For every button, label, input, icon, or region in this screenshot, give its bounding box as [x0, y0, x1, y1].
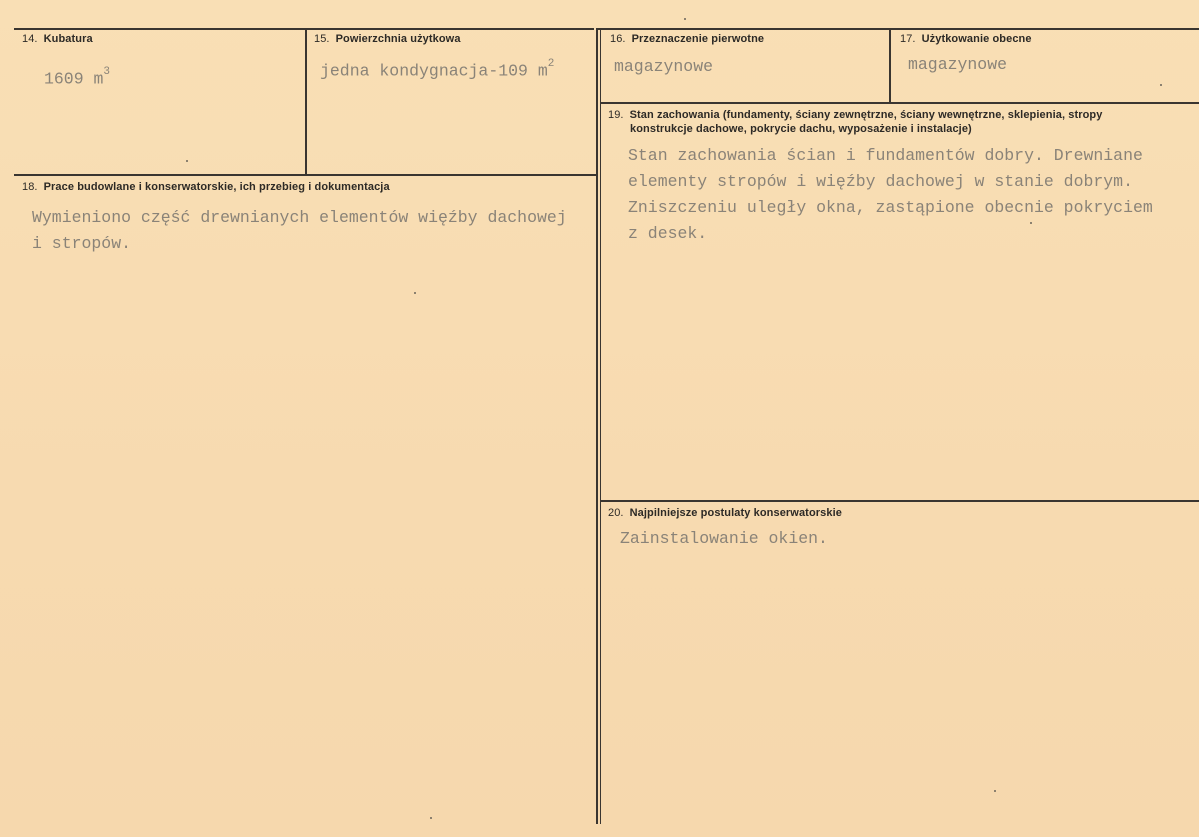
- volume-value: 1609 m: [44, 69, 104, 89]
- field-20-value: Zainstalowanie okien.: [620, 529, 828, 548]
- field-19-title-line-1: Stan zachowania (fundamenty, ściany zewnętrzne, ściany wewnętrzne, sklepienia, stropy: [629, 109, 1103, 121]
- field-17-number: 17.: [900, 33, 916, 45]
- field-18-line-1: Wymieniono część drewnianych elementów więźby dachowej: [32, 208, 567, 227]
- paper-speck: [414, 292, 416, 294]
- field-18-label: [22, 180, 390, 194]
- field-19-line-1: Stan zachowania ścian i fundamentów dobry. Drewniane: [628, 146, 1143, 165]
- area-unit-superscript: 2: [547, 58, 555, 70]
- border-above-20: [600, 500, 1199, 502]
- field-15-number: 15.: [314, 33, 330, 45]
- field-17-title: Użytkowanie obecne: [921, 33, 1032, 45]
- top-border-right: [598, 28, 1199, 30]
- field-15-title: Powierzchnia użytkowa: [335, 33, 461, 45]
- divider-16-17: [889, 28, 891, 102]
- field-16-number: 16.: [610, 33, 626, 45]
- field-19-title-line-2: konstrukcje dachowe, pokrycie dachu, wyposażenie i instalacje): [630, 123, 972, 135]
- field-20-number: 20.: [608, 507, 624, 519]
- paper-speck: [186, 160, 188, 162]
- field-20-title: Najpilniejsze postulaty konserwatorskie: [629, 507, 842, 519]
- field-17-label: [900, 32, 1032, 46]
- field-16-title: Przeznaczenie pierwotne: [631, 33, 765, 45]
- top-border-left: [14, 28, 594, 30]
- center-divider: [596, 28, 598, 824]
- paper-speck: [994, 790, 996, 792]
- border-under-16-17: [600, 102, 1199, 104]
- border-under-14-15: [14, 174, 596, 176]
- field-14-value: [44, 62, 110, 93]
- paper-speck: [430, 817, 432, 819]
- field-17-value: magazynowe: [908, 55, 1008, 74]
- center-divider-inner: [600, 28, 601, 824]
- field-14-label: [22, 32, 93, 46]
- field-19-line-3: Zniszczeniu uległy okna, zastąpione obecnie pokryciem: [628, 198, 1153, 217]
- field-19-label: [608, 108, 1188, 122]
- field-18-number: 18.: [22, 181, 38, 193]
- field-19-number: 19.: [608, 109, 624, 121]
- field-18-line-2: i stropów.: [32, 234, 132, 253]
- field-19-line-2: elementy stropów i więźby dachowej w stanie dobrym.: [628, 172, 1133, 191]
- field-16-label: [610, 32, 764, 46]
- field-20-label: [608, 506, 842, 520]
- field-19-line-4: z desek.: [628, 224, 708, 243]
- field-14-number: 14.: [22, 33, 38, 45]
- volume-unit-superscript: 3: [103, 66, 111, 78]
- field-19-label-continued: [630, 122, 972, 136]
- area-value: jedna kondygnacja-109 m: [320, 61, 548, 81]
- paper-speck: [1160, 84, 1162, 86]
- field-16-value: magazynowe: [614, 57, 714, 76]
- paper-speck: [1030, 222, 1032, 224]
- field-15-label: [314, 32, 461, 46]
- field-15-value: [320, 54, 554, 85]
- paper-speck: [684, 18, 686, 20]
- field-14-title: Kubatura: [43, 33, 93, 45]
- divider-14-15: [305, 28, 307, 174]
- field-18-title: Prace budowlane i konserwatorskie, ich przebieg i dokumentacja: [43, 181, 390, 193]
